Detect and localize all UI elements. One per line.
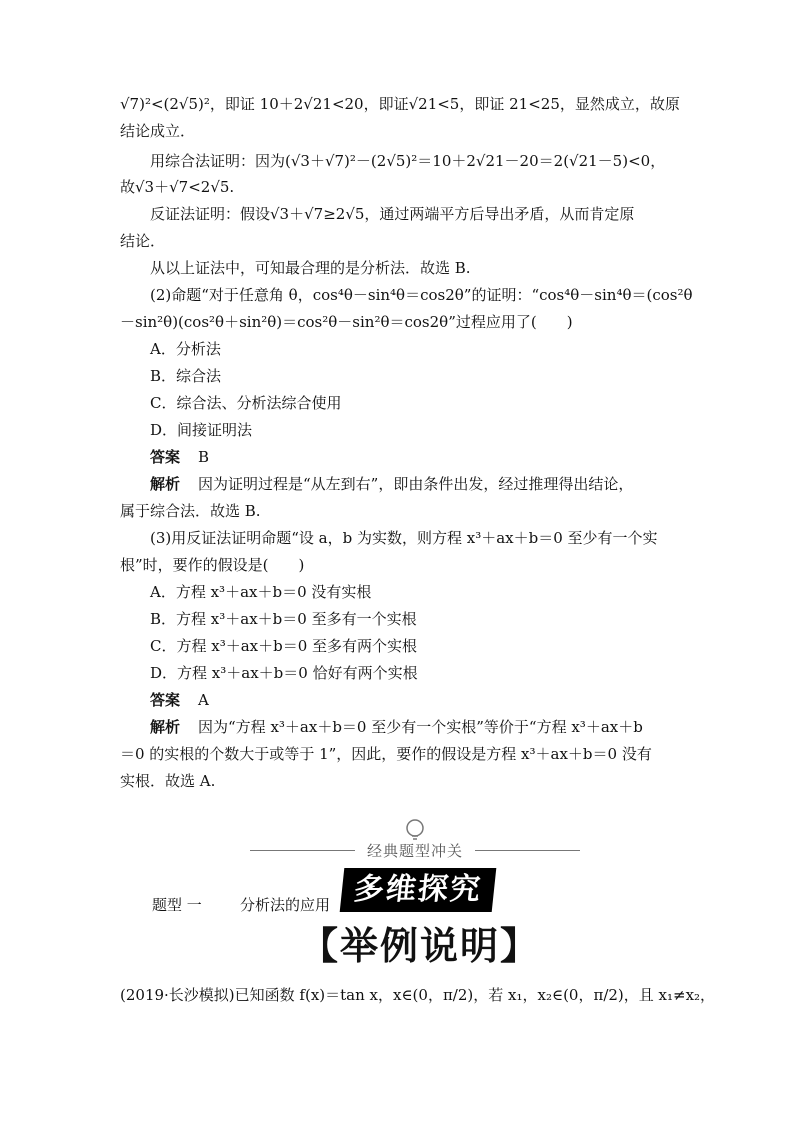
answer-label: 答案 — [150, 448, 181, 466]
text-line: 属于综合法．故选 B. — [120, 502, 261, 520]
text-line: 故√3＋√7<2√5. — [120, 178, 235, 196]
option-c: C．方程 x³＋ax＋b＝0 至多有两个实根 — [150, 637, 418, 655]
option-d: D．方程 x³＋ax＋b＝0 恰好有两个实根 — [150, 664, 418, 682]
option-a: A．分析法 — [150, 340, 221, 358]
analysis-line — [150, 474, 680, 494]
badge-multidimensional: 多维探究 — [340, 868, 497, 912]
example-question: (2019·长沙模拟)已知函数 f(x)＝tan x，x∈(0，π/2)，若 x₁，x₂∈(0，π/2)，且 x₁≠x₂， — [120, 986, 716, 1004]
option-a: A．方程 x³＋ax＋b＝0 没有实根 — [150, 583, 372, 601]
example-heading: 【举例说明】 — [300, 924, 541, 968]
question-text: (2)命题“对于任意角 θ，cos⁴θ－sin⁴θ＝cos2θ”的证明：“cos⁴θ－sin⁴θ＝(cos²θ — [150, 286, 693, 304]
analysis-text: 因为证明过程是“从左到右”，即由条件出发，经过推理得出结论， — [198, 475, 634, 493]
section-banner — [250, 818, 580, 868]
question-text: －sin²θ)(cos²θ＋sin²θ)＝cos²θ－sin²θ＝cos2θ”过程应用了( ) — [120, 313, 573, 331]
answer-line — [150, 690, 680, 710]
analysis-label: 解析 — [150, 475, 181, 493]
banner-title: 经典题型冲关 — [355, 840, 475, 862]
section-type-label: 题型 一 — [152, 896, 202, 914]
text-line: 实根．故选 A. — [120, 772, 216, 790]
answer-line — [150, 447, 680, 467]
answer-value: B — [198, 448, 210, 466]
option-c: C．综合法、分析法综合使用 — [150, 394, 342, 412]
answer-value: A — [198, 691, 209, 709]
question-text: (3)用反证法证明命题“设 a，b 为实数，则方程 x³＋ax＋b＝0 至少有一个实 — [150, 529, 658, 547]
text-line: 结论． — [120, 232, 166, 250]
question-text: 根”时，要作的假设是( ) — [120, 556, 305, 574]
analysis-text: 因为“方程 x³＋ax＋b＝0 至少有一个实根”等价于“方程 x³＋ax＋b — [198, 718, 643, 736]
text-line: 反证法证明：假设√3＋√7≥2√5，通过两端平方后导出矛盾，从而肯定原 — [150, 205, 635, 223]
option-d: D．间接证明法 — [150, 421, 253, 439]
option-b: B．综合法 — [150, 367, 222, 385]
analysis-line — [150, 717, 680, 737]
text-line: 用综合法证明：因为(√3＋√7)²－(2√5)²＝10＋2√21－20＝2(√21－5)<0， — [150, 152, 666, 170]
text-line: 结论成立． — [120, 122, 196, 140]
analysis-label: 解析 — [150, 718, 181, 736]
option-b: B．方程 x³＋ax＋b＝0 至多有一个实根 — [150, 610, 417, 628]
text-line: ＝0 的实根的个数大于或等于 1”，因此，要作的假设是方程 x³＋ax＋b＝0 没有 — [120, 745, 652, 763]
lightbulb-icon — [400, 818, 430, 842]
text-line: 从以上证法中，可知最合理的是分析法．故选 B. — [150, 259, 471, 277]
section-title: 分析法的应用 — [240, 896, 331, 914]
text-line: √7)²<(2√5)²，即证 10＋2√21<20，即证√21<5，即证 21<25，显然成立，故原 — [120, 95, 680, 113]
answer-label: 答案 — [150, 691, 181, 709]
